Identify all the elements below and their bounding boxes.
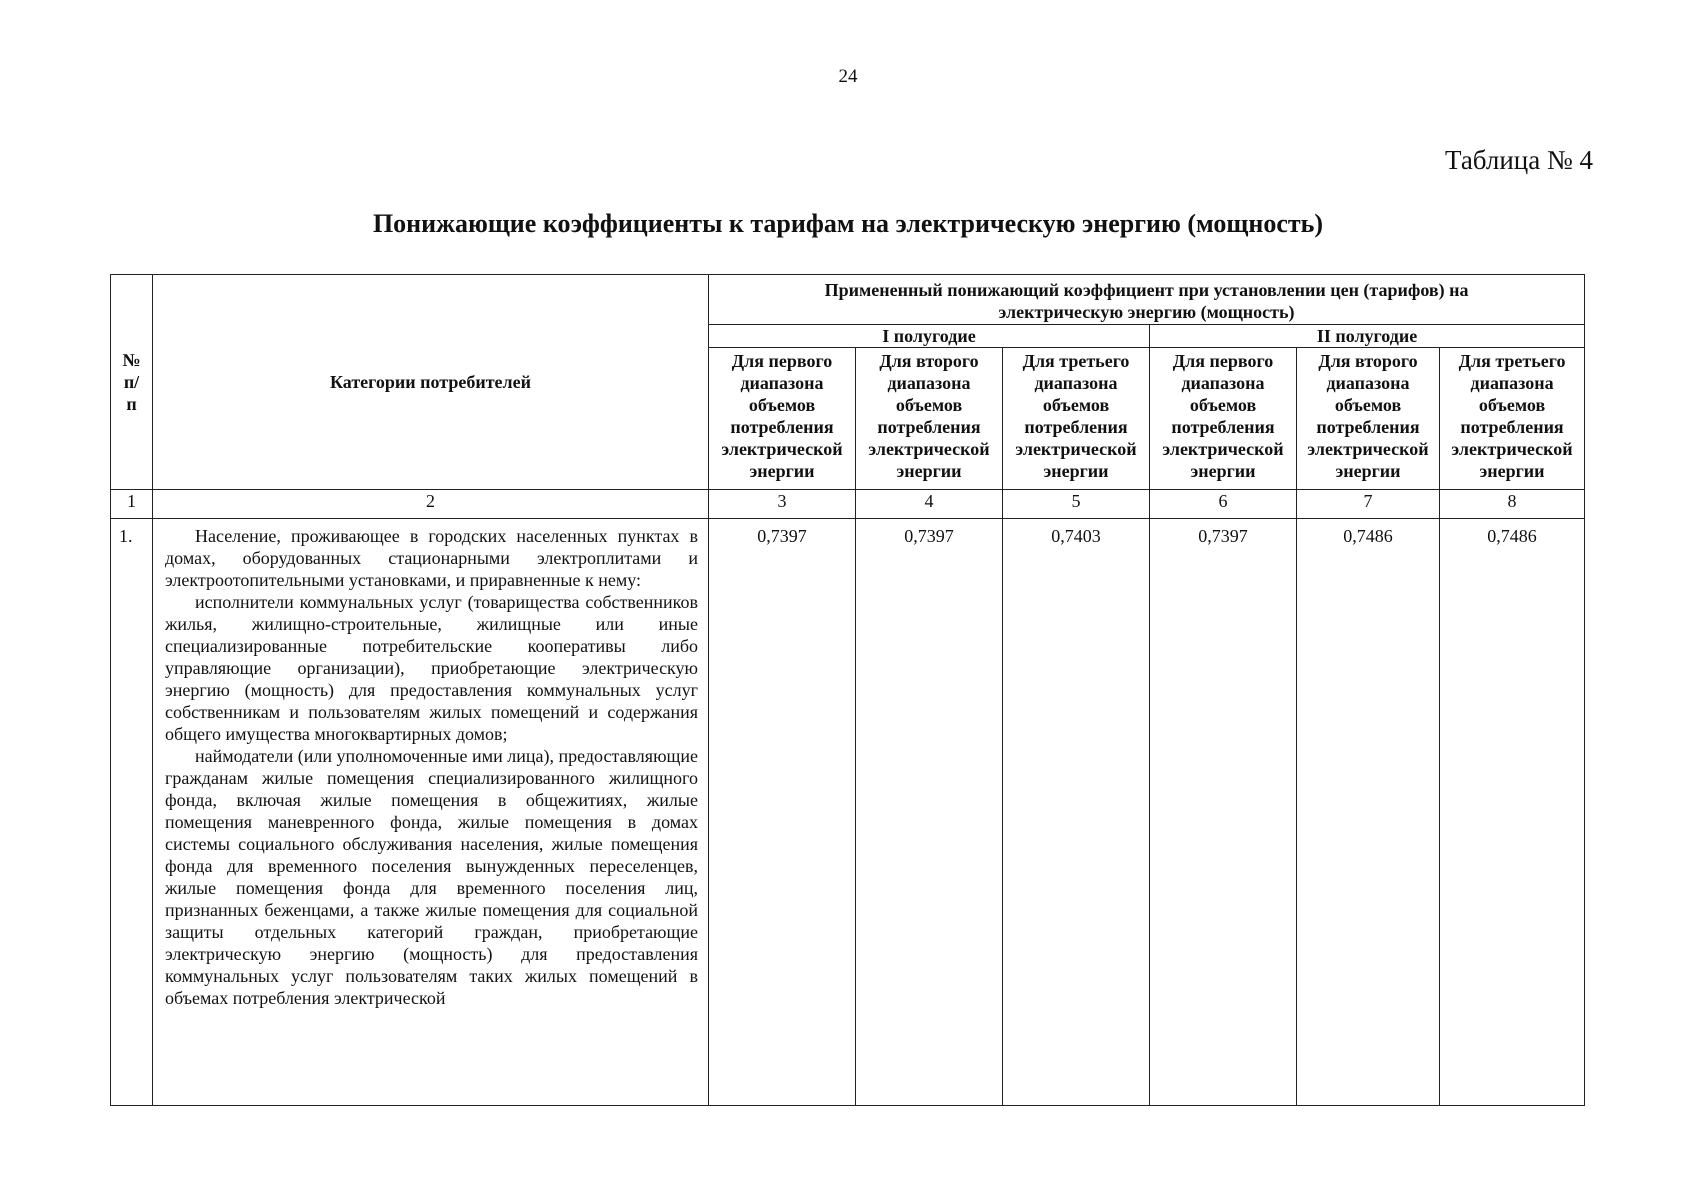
- header-range-h1-third: Для третьего диапазона объемов потребления электрической энергии: [1003, 348, 1150, 490]
- header-range-h1-second: Для второго диапазона объемов потребления электрической энергии: [856, 348, 1003, 490]
- column-number: 1: [111, 490, 153, 519]
- coefficients-table: [110, 274, 1585, 1106]
- header-range-h1-first: Для первого диапазона объемов потребления электрической энергии: [709, 348, 856, 490]
- row-category-description: [153, 519, 709, 1106]
- coefficient-value: 0,7397: [709, 519, 856, 1106]
- coefficient-value: 0,7403: [1003, 519, 1150, 1106]
- coefficient-value: 0,7397: [1150, 519, 1297, 1106]
- coefficient-value: 0,7486: [1297, 519, 1440, 1106]
- column-number: 5: [1003, 490, 1150, 519]
- header-row-1: [111, 275, 1585, 325]
- coefficient-value: 0,7397: [856, 519, 1003, 1106]
- column-number: 3: [709, 490, 856, 519]
- column-number: 7: [1297, 490, 1440, 519]
- column-number-row: [111, 490, 1585, 519]
- column-number: 2: [153, 490, 709, 519]
- header-applied-label: Примененный понижающий коэффициент при установлении цен (тарифов) на электрическую энергию (мощность): [824, 280, 1469, 322]
- column-number: 8: [1440, 490, 1585, 519]
- header-number-label: № п/ п: [122, 350, 141, 414]
- header-number: [111, 275, 153, 490]
- header-range-h2-first: Для первого диапазона объемов потребления электрической энергии: [1150, 348, 1297, 490]
- header-applied-coefficient: [709, 275, 1585, 325]
- category-paragraph: наймодатели (или уполномоченные ими лица), предоставляющие гражданам жилые помещения специализированного жилищного фонда, включая жилые помещения в общежитиях, жилые помещения маневренного фонда, жилые помещения в домах системы социального обслуживания населения, жилые помещения фонда для временного поселения вынужденных переселенцев, жилые помещения фонда для временного поселения лиц, признанных беженцами, а также жилые помещения для социальной защиты отдельных категорий граждан, приобретающие электрическую энергию (мощность) для предоставления коммунальных услуг пользователям таких жилых помещений в объемах потребления электрической: [165, 746, 698, 1008]
- header-half-year-2: II полугодие: [1150, 325, 1585, 348]
- column-number: 6: [1150, 490, 1297, 519]
- header-range-h2-second: Для второго диапазона объемов потребления электрической энергии: [1297, 348, 1440, 490]
- column-number: 4: [856, 490, 1003, 519]
- table-row: [111, 519, 1585, 1106]
- header-range-h2-third: Для третьего диапазона объемов потребления электрической энергии: [1440, 348, 1585, 490]
- header-category: Категории потребителей: [153, 275, 709, 490]
- coefficient-value: 0,7486: [1440, 519, 1585, 1106]
- row-number: 1.: [111, 519, 153, 1106]
- table-label: Таблица № 4: [1445, 145, 1593, 175]
- document-title: Понижающие коэффициенты к тарифам на электрическую энергию (мощность): [372, 209, 1324, 238]
- category-paragraph: исполнители коммунальных услуг (товарищества собственников жилья, жилищно-строительные, жилищные или иные специализированные потребительские кооперативы либо управляющие организации), приобретающие электрическую энергию (мощность) для предоставления коммунальных услуг собственникам и пользователям жилых помещений и содержания общего имущества многоквартирных домов;: [165, 592, 698, 744]
- header-half-year-1: I полугодие: [709, 325, 1150, 348]
- category-paragraph: Население, проживающее в городских населенных пунктах в домах, оборудованных стационарными электроплитами и электроотопительными установками, и приравненные к нему:: [165, 526, 698, 590]
- page-number: 24: [838, 66, 858, 87]
